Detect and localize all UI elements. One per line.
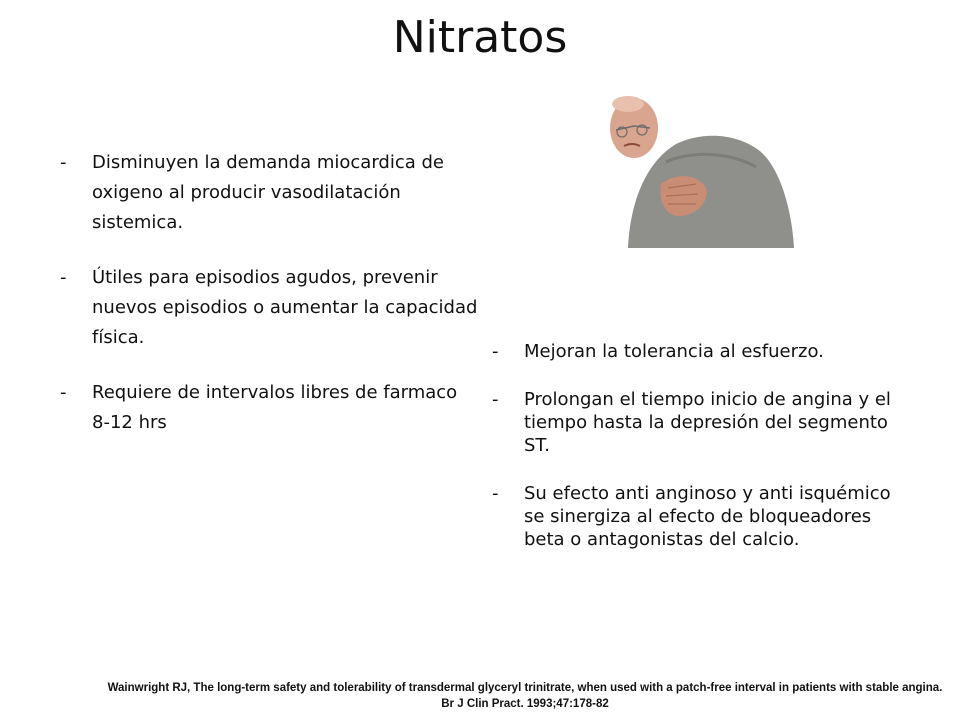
sweater-shape [628,136,794,248]
bullet-text: Su efecto anti anginoso y anti isquémico se sinergiza al efecto de bloqueadores beta o antagonistas del calcio. [524,483,891,550]
right-bullet-list [492,340,912,576]
left-bullet-list [60,148,480,463]
list-item [492,482,912,551]
bullet-text: Prolongan el tiempo inicio de angina y el tiempo hasta la depresión del segmento ST. [524,389,891,456]
bullet-dash: - [492,341,499,362]
man-chest-pain-photo [606,92,796,248]
list-item [60,378,480,438]
bullet-text: Disminuyen la demanda miocardica de oxigeno al producir vasodilatación sistemica. [92,152,444,233]
bullet-text: Mejoran la tolerancia al esfuerzo. [524,341,824,362]
list-item [60,148,480,238]
bullet-dash: - [492,483,499,504]
list-item [60,263,480,353]
bullet-dash: - [492,389,499,410]
bullet-dash: - [60,382,67,403]
slide-title: Nitratos [392,12,568,63]
bullet-dash: - [60,267,67,288]
citation-text: Wainwright RJ, The long-term safety and tolerability of transdermal glyceryl trinitrate, when used with a patch-free interval in patients with stable angina. Br J Clin Pract. 1993;47:178-82 [107,682,943,710]
bullet-text: Útiles para episodios agudos, prevenir nuevos episodios o aumentar la capacidad física. [92,267,478,348]
bullet-text: Requiere de intervalos libres de farmaco 8-12 hrs [92,382,458,433]
list-item [492,388,912,457]
bullet-dash: - [60,152,67,173]
list-item [492,340,912,363]
